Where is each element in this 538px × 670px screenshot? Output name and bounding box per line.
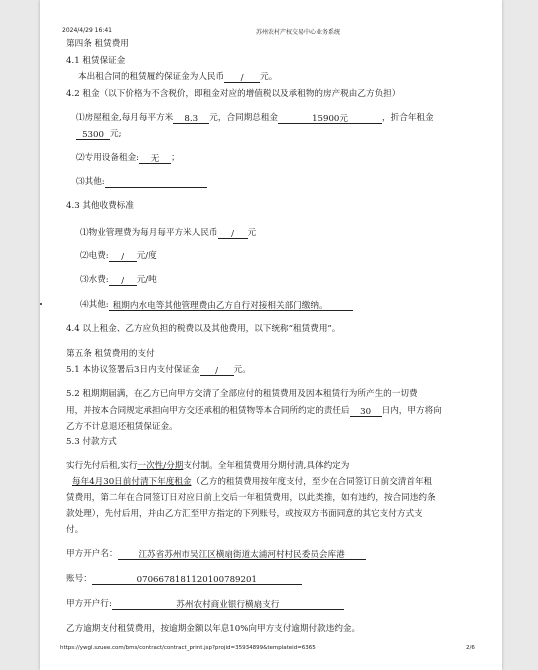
payment-option: 一次性/分期 xyxy=(137,461,184,471)
payment-method-line3: 赁费用，第二年在合同签订日对应日前上交后一年租赁费用，以此类推，如有违约，按合同违约条 xyxy=(66,493,436,503)
deposit-payment-value: / xyxy=(200,366,234,376)
payment-method-line5: 付。 xyxy=(66,525,84,535)
house-rent-line: ⑴房屋租金,每月每平方米 8.3 元，合同期总租金 15900元 ，折合年租金 xyxy=(76,113,434,124)
bank-name-line: 甲方开户行: 苏州农村商业银行横扇支行 xyxy=(66,599,344,610)
electricity-fee-value: / xyxy=(109,252,137,262)
article5-title: 第五条 租赁费用的支付 xyxy=(66,349,155,359)
property-fee-line: ⑴物业管理费为每月每平方米人民币 / 元 xyxy=(80,228,257,239)
payment-method-line1: 实行先付后租,实行一次性/分期支付制。全年租赁费用分期付清,具体约定为 xyxy=(66,461,350,471)
section-5-2-line1: 5.2 租期期届满，在乙方已向甲方交清了全部应付的租赁费用及因本租赁行为所产生的一切费 xyxy=(66,389,418,399)
bank-name-value: 苏州农村商业银行横扇支行 xyxy=(112,600,344,610)
other-fee-value: 租期内水电等其他管理费由乙方自行对接相关部门缴纳。 xyxy=(109,301,353,311)
payment-deadline: 每年4月30日前付清下年度租金 xyxy=(72,477,192,487)
account-holder-line: 甲方开户名： 江苏省苏州市吴江区横扇街道太浦河村村民委员会库港 xyxy=(66,549,366,560)
deposit-amount: / xyxy=(224,73,260,83)
section-5-1-text: 5.1 本协议签署后3日内支付保证金 / 元。 xyxy=(66,365,251,376)
refund-days: 30 xyxy=(350,407,382,417)
section-4-1-heading: 4.1 租赁保证金 xyxy=(66,56,126,66)
account-holder-value: 江苏省苏州市吴江区横扇街道太浦河村村民委员会库港 xyxy=(118,550,366,560)
section-4-1-text: 本出租合同的租赁履约保证金为人民币 / 元。 xyxy=(78,72,278,83)
property-fee-value: / xyxy=(218,229,248,239)
footer-url: https://ywgl.szuee.com/bms/contract/contract_print.jsp?projid=35934899&templateid=6365 xyxy=(60,645,316,651)
section-5-3-heading: 5.3 付款方式 xyxy=(66,437,117,447)
section-4-4-text: 4.4 以上租金、乙方应负担的税费以及其他费用，以下统称“租赁费用”。 xyxy=(66,324,341,334)
print-datetime: 2024/4/29 16:41 xyxy=(62,27,112,34)
account-number-value: 0706678181120100789201 xyxy=(92,575,302,585)
water-fee-value: / xyxy=(109,276,137,286)
section-4-2-heading: 4.2 租金（以下价格为不含税价，即租金对应的增值税以及承租物的房产税由乙方负担） xyxy=(66,89,401,99)
total-rent: 15900元 xyxy=(278,114,382,124)
system-title: 苏州农村产权交易中心业务系统 xyxy=(256,29,341,36)
other-rent-value xyxy=(105,178,207,188)
side-mark xyxy=(40,303,42,305)
annual-rent: 5300 xyxy=(76,130,110,140)
account-number-line: 账号： 0706678181120100789201 xyxy=(66,574,302,585)
payment-method-line4: 款处理），先付后用，并由乙方汇至甲方指定的下列账号，或按双方书面同意的其它支付方式支 xyxy=(66,509,423,519)
section-5-2-line2: 用，并按本合同规定承担向甲方交还承租的租赁物等本合同所约定的责任后 30 日内，甲方将向 xyxy=(66,406,442,417)
section-5-2-line3: 乙方不计息退还租赁保证金。 xyxy=(66,422,178,432)
other-fee-line: ⑷其他: 租期内水电等其他管理费由乙方自行对接相关部门缴纳。 xyxy=(80,300,353,311)
annual-rent-line: 5300 元; xyxy=(76,129,122,140)
equipment-rent-value: 无 xyxy=(139,154,171,164)
other-rent-line: ⑶其他: xyxy=(76,177,207,188)
electricity-fee-line: ⑵电费: / 元/度 xyxy=(80,251,157,262)
article4-title: 第四条 租赁费用 xyxy=(66,39,129,49)
document-page xyxy=(40,0,502,670)
equipment-rent-line: ⑵专用设备租金: 无 ； xyxy=(76,153,180,164)
payment-method-line2: 每年4月30日前付清下年度租金（乙方的租赁费用按年度支付，至少在合同签订日前交清首年租 xyxy=(66,477,432,488)
penalty-text: 乙方逾期支付租赁费用，按逾期金额以年息10%向甲方支付逾期付款违约金。 xyxy=(66,624,361,634)
water-fee-line: ⑶水费: / 元/吨 xyxy=(80,275,157,286)
page-number: 2/6 xyxy=(466,645,475,651)
section-4-3-heading: 4.3 其他收费标准 xyxy=(66,201,134,211)
rent-per-sqm: 8.3 xyxy=(173,114,209,124)
